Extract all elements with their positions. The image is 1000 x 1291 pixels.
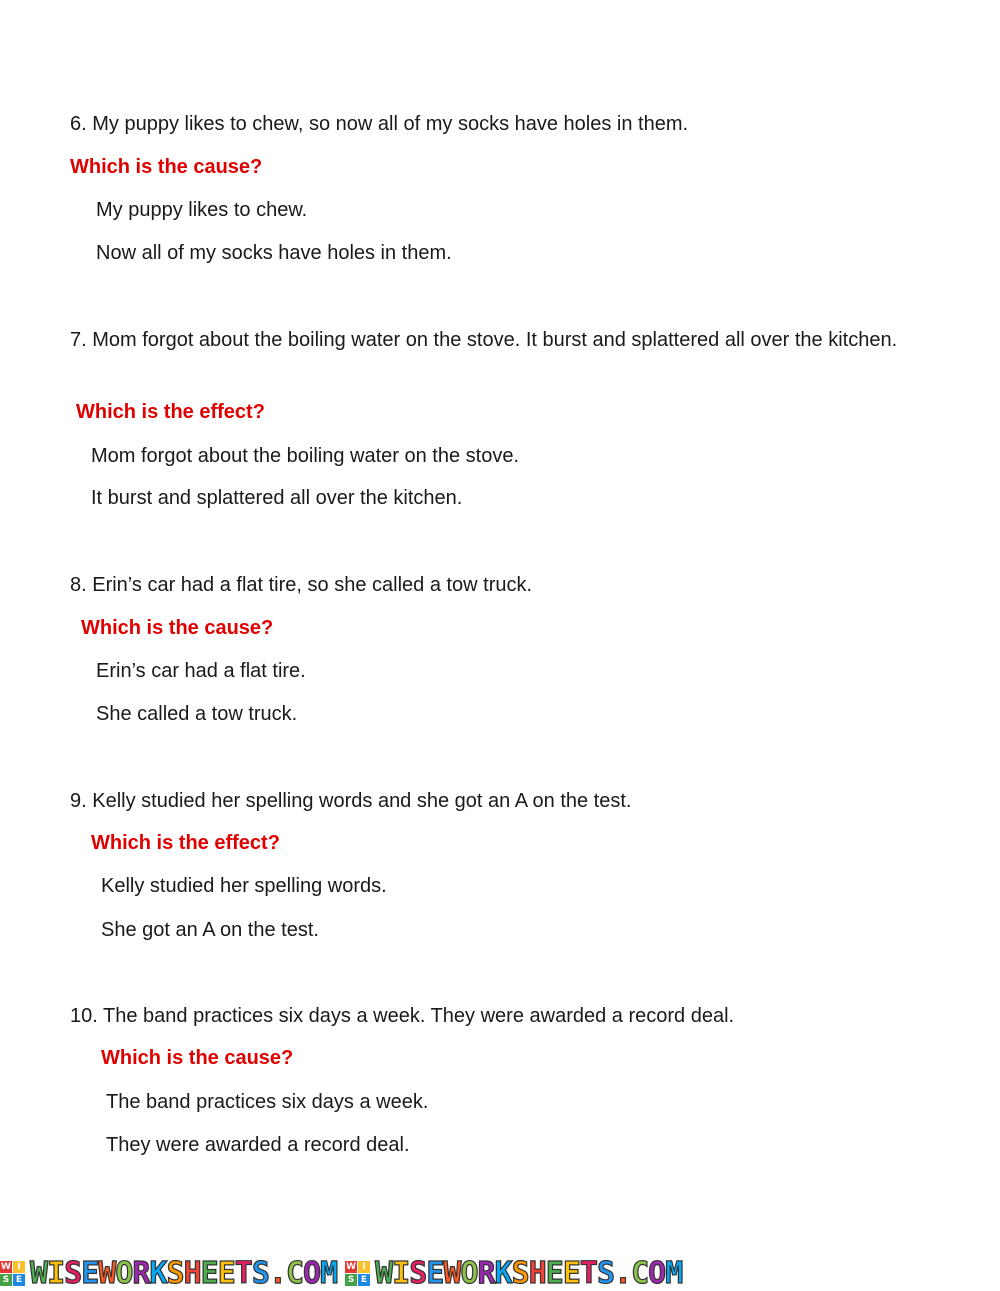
watermark-text: W I S E W O R K S H E E T S . C O M	[30, 1255, 338, 1291]
question-10-prompt: Which is the cause?	[101, 1047, 294, 1069]
footer-watermark-strip	[0, 1255, 1000, 1291]
question-10-option-2[interactable]: They were awarded a record deal.	[106, 1134, 410, 1156]
wise-logo-icon: W I S E	[345, 1261, 370, 1286]
wise-logo-icon: W I S E	[0, 1261, 25, 1286]
question-7-prompt: Which is the effect?	[76, 401, 265, 423]
question-8-option-1[interactable]: Erin’s car had a flat tire.	[96, 660, 306, 682]
question-7-option-2[interactable]: It burst and splattered all over the kitchen.	[91, 487, 463, 509]
question-6-statement: 6. My puppy likes to chew, so now all of my socks have holes in them.	[70, 113, 689, 135]
question-9-option-1[interactable]: Kelly studied her spelling words.	[101, 875, 387, 897]
question-10-option-1[interactable]: The band practices six days a week.	[106, 1091, 429, 1113]
question-6-option-1[interactable]: My puppy likes to chew.	[96, 199, 308, 221]
question-9-prompt: Which is the effect?	[91, 832, 280, 854]
question-6-option-2[interactable]: Now all of my socks have holes in them.	[96, 242, 452, 264]
question-9-statement: 9. Kelly studied her spelling words and she got an A on the test.	[70, 790, 632, 812]
watermark-brand-2	[345, 1256, 682, 1291]
watermark-text: W I S E W O R K S H E E T S . C O M	[375, 1255, 683, 1291]
question-8-prompt: Which is the cause?	[81, 617, 274, 639]
question-8-statement: 8. Erin’s car had a flat tire, so she called a tow truck.	[70, 574, 533, 596]
watermark-brand-1	[0, 1256, 337, 1291]
question-10-statement: 10. The band practices six days a week. They were awarded a record deal.	[70, 1005, 735, 1027]
question-7-option-1[interactable]: Mom forgot about the boiling water on the stove.	[91, 445, 520, 467]
question-9-option-2[interactable]: She got an A on the test.	[101, 919, 319, 941]
question-6-prompt: Which is the cause?	[70, 156, 263, 178]
question-7-statement: 7. Mom forgot about the boiling water on the stove. It burst and splattered all over the kitchen.	[70, 329, 898, 351]
question-8-option-2[interactable]: She called a tow truck.	[96, 703, 298, 725]
